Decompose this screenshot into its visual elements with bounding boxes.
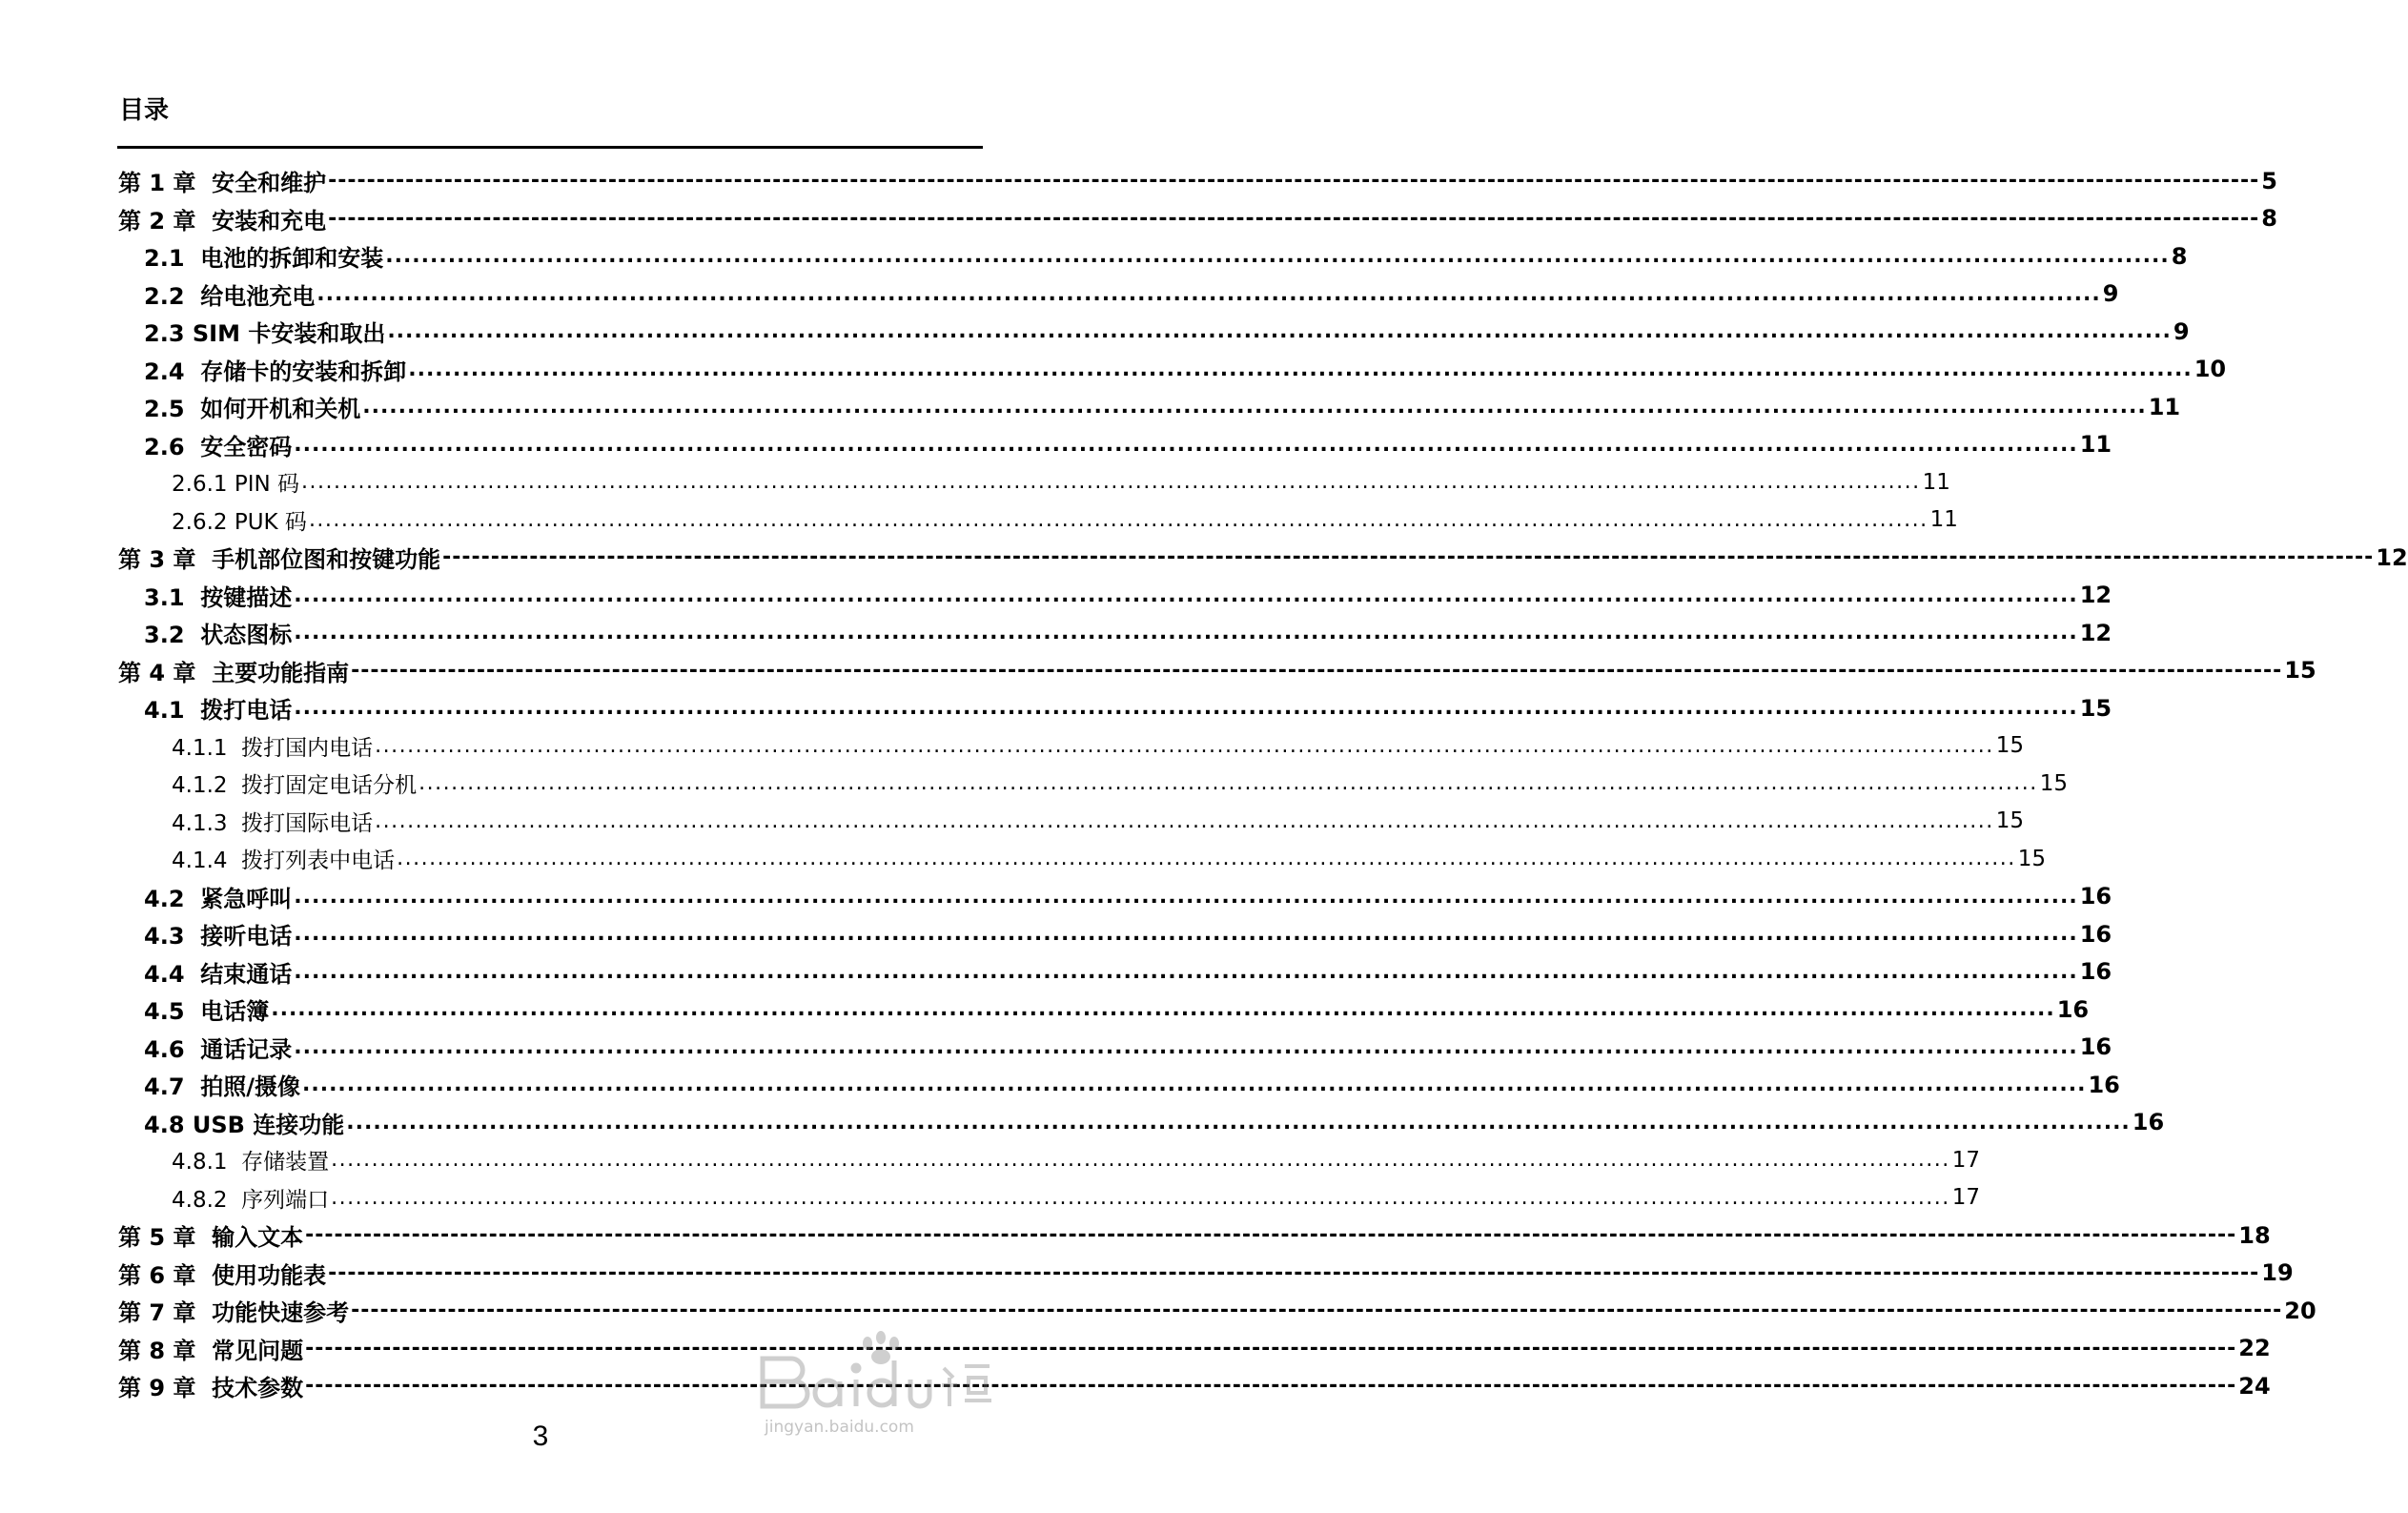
- toc-entry[interactable]: [118, 200, 2277, 238]
- toc-leader: ........................................................................................................................................................................................................: [375, 808, 1994, 833]
- toc-entry-title: 2.6.1 PIN 码: [172, 472, 300, 498]
- toc-leader: ........................................................................................................................................................................................................: [271, 997, 2055, 1022]
- toc-entry-title: 第 8 章 常见问题: [118, 1337, 304, 1364]
- toc-entry[interactable]: [118, 1255, 2294, 1293]
- toc-entry-title: 2.6.2 PUK 码: [172, 509, 307, 535]
- toc-entry-title: 第 5 章 输入文本: [118, 1224, 304, 1252]
- toc-entry-title: 第 2 章 安装和充电: [118, 207, 327, 235]
- toc-page-number: 22: [2238, 1335, 2271, 1362]
- toc-entry-title: 4.1.1 拨打国内电话: [172, 735, 374, 761]
- toc-page-number: 17: [1951, 1147, 1981, 1173]
- watermark-url: jingyan.baidu.com: [765, 1418, 914, 1437]
- toc-leader: ........................................................................................................................................................................................................: [302, 1073, 2087, 1097]
- toc-page-number: 15: [2039, 770, 2069, 796]
- toc-page-number: 16: [2132, 1109, 2165, 1136]
- toc-page-number: 15: [2284, 657, 2316, 685]
- toc-entry-title: 4.4 结束通话: [144, 960, 293, 988]
- toc-entry[interactable]: [118, 1367, 2271, 1405]
- toc-page-number: 18: [2238, 1221, 2271, 1249]
- toc-entry[interactable]: [144, 237, 2188, 276]
- toc-entry[interactable]: [172, 803, 2025, 841]
- toc-entry[interactable]: [118, 1217, 2271, 1255]
- title-divider: [117, 146, 983, 149]
- toc-leader: ........................................................................................................................................................................................................: [316, 281, 2101, 306]
- toc-page-number: 16: [2079, 958, 2112, 986]
- toc-entry-title: 第 9 章 技术参数: [118, 1375, 304, 1402]
- toc-page-number: 8: [2171, 242, 2188, 270]
- toc-entry[interactable]: [144, 313, 2190, 351]
- toc-entry[interactable]: [172, 840, 2047, 878]
- toc-page-number: 16: [2056, 995, 2090, 1023]
- toc-page-number: 24: [2238, 1372, 2271, 1400]
- toc-entry[interactable]: [118, 652, 2316, 690]
- toc-entry-title: 4.8 USB 连接功能: [144, 1111, 345, 1138]
- toc-entry-title: 2.4 存储卡的安装和拆卸: [144, 358, 407, 385]
- toc-entry[interactable]: [144, 1066, 2120, 1104]
- toc-entry[interactable]: [172, 1141, 1981, 1179]
- toc-entry[interactable]: [144, 276, 2119, 314]
- toc-entry[interactable]: [144, 388, 2181, 426]
- toc-page-number: 15: [1995, 808, 2025, 834]
- toc-entry-title: 4.1.4 拨打列表中电话: [172, 849, 396, 874]
- toc-entry[interactable]: [118, 539, 2408, 577]
- toc-page-number: 9: [2173, 317, 2190, 345]
- toc-leader: ........................................................................................................................................................................................................: [331, 1185, 1950, 1210]
- toc-entry-title: 4.1.2 拨打固定电话分机: [172, 773, 418, 799]
- toc-page-number: 12: [2079, 619, 2112, 646]
- toc-entry-title: 4.1.3 拨打国际电话: [172, 810, 374, 836]
- toc-entry-title: 4.6 通话记录: [144, 1035, 293, 1063]
- toc-leader: --------------------------------------------------------------------------------------------------------------------------------------------------------------------------------------------------------: [305, 1336, 2237, 1360]
- toc-entry[interactable]: [144, 1104, 2165, 1142]
- toc-entry-title: 第 6 章 使用功能表: [118, 1261, 327, 1289]
- toc-entry-title: 第 4 章 主要功能指南: [118, 659, 350, 686]
- toc-entry-title: 4.7 拍照/摄像: [144, 1073, 300, 1101]
- toc-page-number: 11: [2148, 393, 2181, 420]
- toc-entry[interactable]: [172, 463, 1950, 501]
- toc-page-number: 16: [2079, 883, 2112, 910]
- toc-leader: ........................................................................................................................................................................................................: [397, 847, 2016, 871]
- toc-entry[interactable]: [144, 614, 2112, 652]
- toc-page-number: 16: [2088, 1071, 2120, 1098]
- toc-entry-title: 3.1 按键描述: [144, 583, 293, 611]
- toc-entry-title: 4.8.2 序列端口: [172, 1187, 330, 1213]
- toc-leader: ........................................................................................................................................................................................................: [294, 583, 2078, 607]
- toc-entry[interactable]: [172, 727, 2025, 766]
- toc-leader: ........................................................................................................................................................................................................: [331, 1148, 1950, 1173]
- toc-entry-title: 2.6 安全密码: [144, 433, 293, 460]
- toc-page-number: 20: [2284, 1297, 2316, 1324]
- toc-leader: ........................................................................................................................................................................................................: [362, 395, 2147, 419]
- page-title: 目录: [119, 96, 170, 125]
- toc-leader: --------------------------------------------------------------------------------------------------------------------------------------------------------------------------------------------------------: [351, 1298, 2283, 1323]
- toc-leader: --------------------------------------------------------------------------------------------------------------------------------------------------------------------------------------------------------: [305, 1374, 2237, 1399]
- toc-page-number: 11: [1922, 469, 1950, 495]
- toc-leader: ........................................................................................................................................................................................................: [294, 959, 2078, 984]
- toc-page-number: 19: [2261, 1259, 2294, 1287]
- toc-page-number: 16: [2079, 1033, 2112, 1061]
- toc-entry-title: 2.3 SIM 卡安装和取出: [144, 320, 386, 348]
- toc-entry-title: 3.2 状态图标: [144, 622, 293, 649]
- toc-entry[interactable]: [144, 351, 2227, 389]
- toc-entry[interactable]: [118, 162, 2277, 200]
- toc-entry[interactable]: [144, 953, 2112, 992]
- toc-entry[interactable]: [144, 878, 2112, 916]
- toc-leader: ........................................................................................................................................................................................................: [301, 470, 1921, 495]
- toc-entry-title: 第 3 章 手机部位图和按键功能: [118, 546, 441, 574]
- toc-leader: ........................................................................................................................................................................................................: [375, 733, 1994, 758]
- toc-leader: --------------------------------------------------------------------------------------------------------------------------------------------------------------------------------------------------------: [328, 169, 2260, 194]
- toc-leader: --------------------------------------------------------------------------------------------------------------------------------------------------------------------------------------------------------: [305, 1223, 2237, 1248]
- toc-entry[interactable]: [144, 915, 2112, 953]
- toc-leader: ........................................................................................................................................................................................................: [294, 432, 2078, 457]
- toc-entry-title: 4.3 接听电话: [144, 923, 293, 951]
- toc-entry[interactable]: [172, 1179, 1981, 1217]
- toc-entry[interactable]: [172, 765, 2069, 803]
- toc-leader: ........................................................................................................................................................................................................: [294, 922, 2078, 947]
- toc-entry-title: 4.5 电话簿: [144, 998, 270, 1026]
- toc-leader: ........................................................................................................................................................................................................: [385, 244, 2170, 269]
- toc-page-number: 12: [2079, 582, 2112, 609]
- toc-leader: ........................................................................................................................................................................................................: [308, 507, 1928, 532]
- toc-entry-title: 2.1 电池的拆卸和安装: [144, 245, 384, 273]
- toc-entry-title: 2.2 给电池充电: [144, 282, 316, 310]
- toc-leader: ........................................................................................................................................................................................................: [294, 884, 2078, 909]
- toc-page-number: 11: [2079, 431, 2112, 459]
- toc-page-number: 5: [2261, 167, 2277, 194]
- toc-entry[interactable]: [144, 426, 2112, 464]
- toc-entry[interactable]: [144, 689, 2112, 727]
- toc-page-number: 12: [2376, 543, 2408, 571]
- toc-entry[interactable]: [144, 577, 2112, 615]
- toc-leader: ........................................................................................................................................................................................................: [387, 319, 2172, 344]
- toc-page-number: 16: [2079, 920, 2112, 948]
- toc-page-number: 17: [1951, 1185, 1981, 1211]
- toc-leader: ........................................................................................................................................................................................................: [408, 357, 2193, 381]
- toc-entry-title: 4.1 拨打电话: [144, 697, 293, 725]
- toc-leader: ........................................................................................................................................................................................................: [294, 621, 2078, 645]
- toc-page-number: 9: [2102, 280, 2119, 308]
- toc-page-number: 15: [2079, 694, 2112, 722]
- toc-page-number: 11: [1929, 507, 1958, 533]
- toc-page-number: 10: [2194, 356, 2227, 383]
- toc-entry-title: 4.2 紧急呼叫: [144, 885, 293, 912]
- toc-leader: --------------------------------------------------------------------------------------------------------------------------------------------------------------------------------------------------------: [442, 545, 2375, 570]
- toc-entry[interactable]: [172, 501, 1958, 540]
- page-number: 3: [532, 1421, 549, 1452]
- toc-entry[interactable]: [118, 1292, 2316, 1330]
- toc-leader: --------------------------------------------------------------------------------------------------------------------------------------------------------------------------------------------------------: [328, 206, 2260, 231]
- toc-entry-title: 第 1 章 安全和维护: [118, 170, 327, 197]
- toc-leader: --------------------------------------------------------------------------------------------------------------------------------------------------------------------------------------------------------: [328, 1260, 2260, 1285]
- toc-entry[interactable]: [144, 1029, 2112, 1067]
- toc-leader: ........................................................................................................................................................................................................: [346, 1110, 2131, 1135]
- toc-leader: ........................................................................................................................................................................................................: [294, 696, 2078, 721]
- toc-leader: ........................................................................................................................................................................................................: [418, 771, 2038, 796]
- toc-leader: --------------------------------------------------------------------------------------------------------------------------------------------------------------------------------------------------------: [351, 658, 2283, 683]
- toc-leader: ........................................................................................................................................................................................................: [294, 1034, 2078, 1059]
- toc-page-number: 15: [1995, 733, 2025, 759]
- toc-page-number: 8: [2261, 205, 2277, 233]
- toc-entry[interactable]: [144, 991, 2090, 1029]
- toc-entry[interactable]: [118, 1330, 2271, 1368]
- toc-entry-title: 4.8.1 存储装置: [172, 1150, 330, 1176]
- toc-entry-title: 2.5 如何开机和关机: [144, 396, 361, 423]
- toc-page-number: 15: [2017, 846, 2047, 871]
- toc-entry-title: 第 7 章 功能快速参考: [118, 1299, 350, 1327]
